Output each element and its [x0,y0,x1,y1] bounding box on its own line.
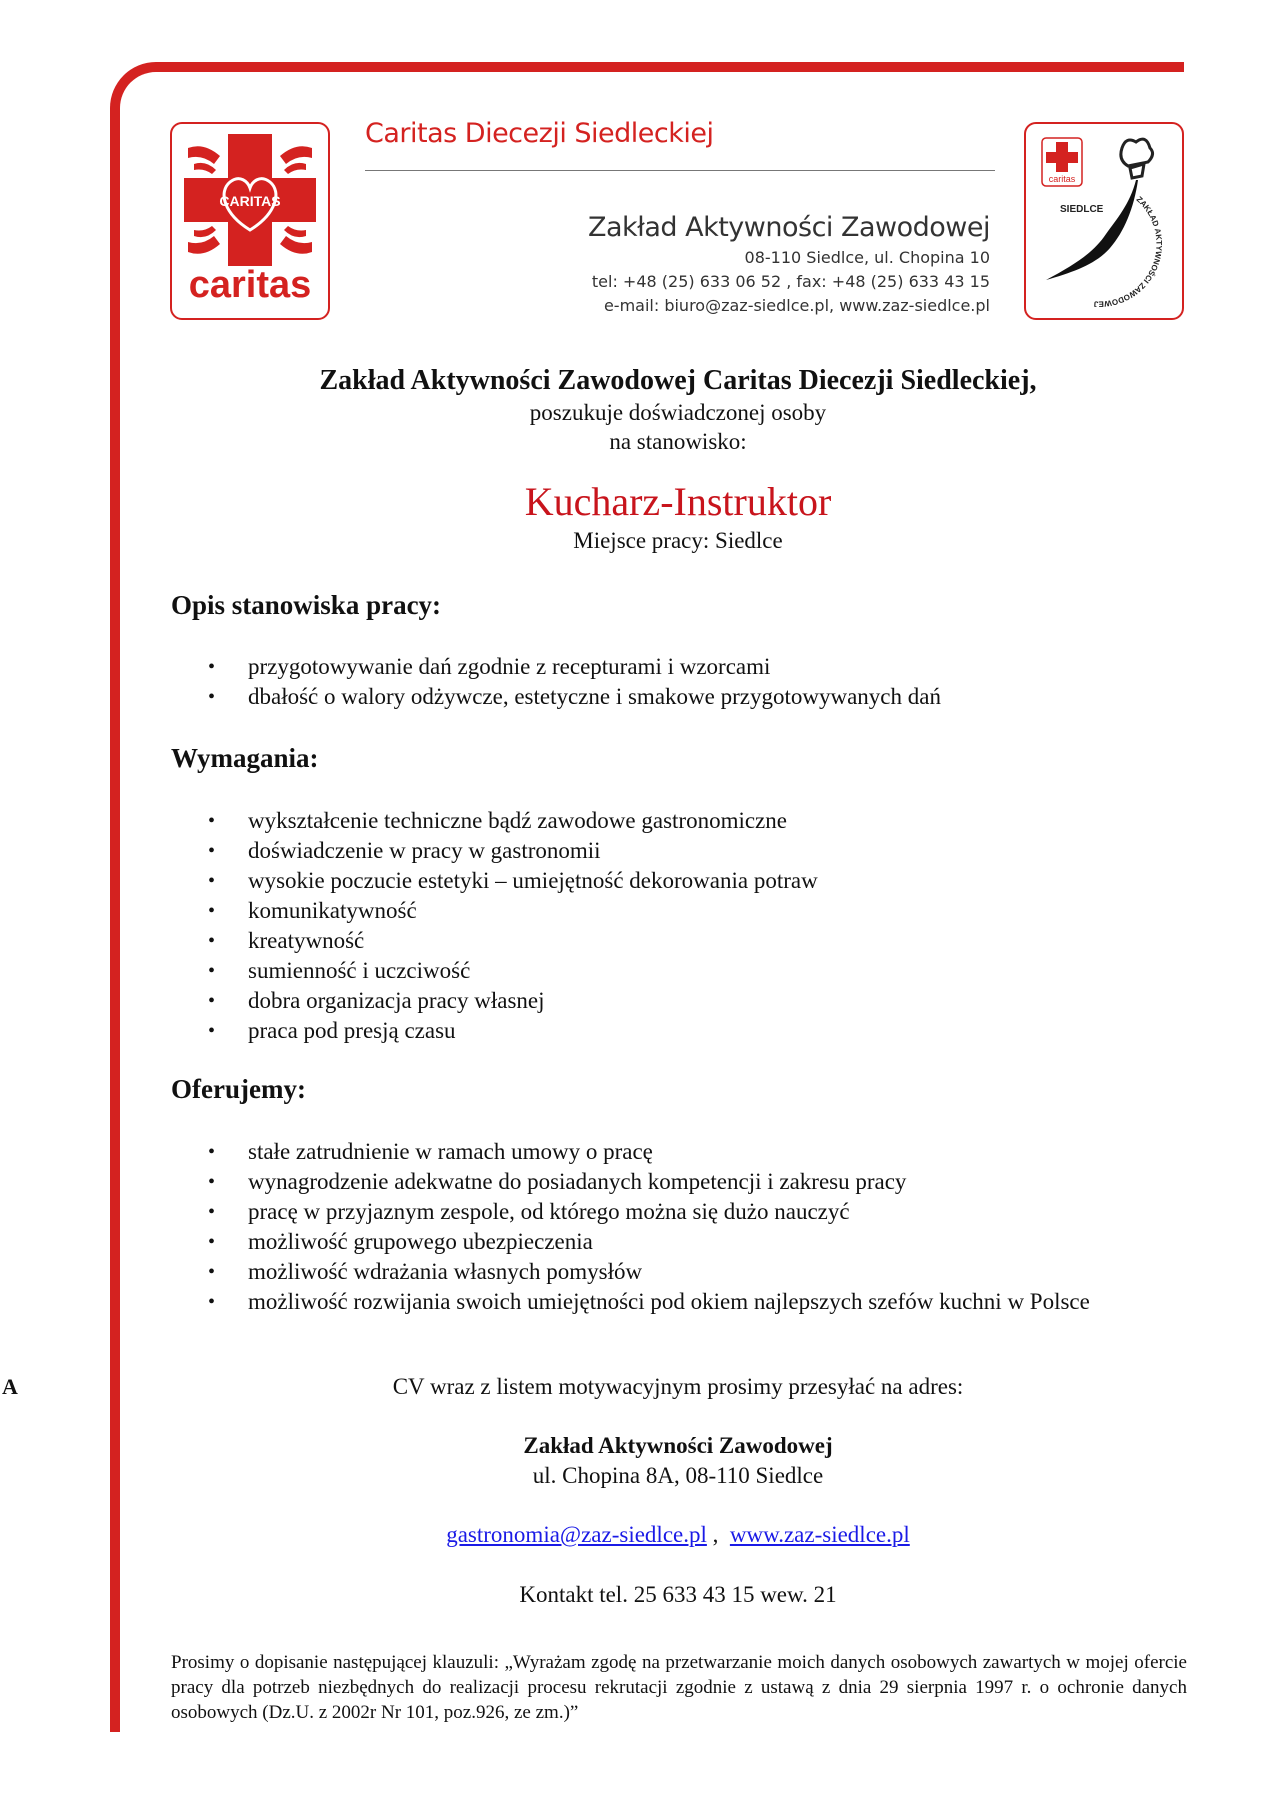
email-link[interactable]: gastronomia@zaz-siedlce.pl [446,1522,707,1547]
caritas-cross-icon [184,134,316,266]
contact-intro: CV wraz z listem motywacyjnym prosimy przesyłać na adres: [392,1374,964,1399]
list-item: • możliwość wdrażania własnych pomysłów [171,1257,1131,1287]
zaz-logo [1024,122,1184,320]
section-heading-requirements: Wymagania: [171,743,319,773]
chef-hat-icon [1026,124,1182,318]
job-title: Kucharz-Instruktor [524,479,832,524]
section-heading-description: Opis stanowiska pracy: [171,590,442,620]
org-phones: tel: +48 (25) 633 06 52 , fax: +48 (25) 633 43 15 [591,272,990,291]
list-item: • dobra organizacja pracy własnej [171,986,1131,1016]
side-letter: A [2,1374,18,1399]
list-item: • możliwość rozwijania swoich umiejętności pod okiem najlepszych szefów kuchni w Polsce [171,1287,1131,1317]
link-separator: , [712,1522,719,1547]
consent-clause: Prosimy o dopisanie następującej klauzuli: „Wyrażam zgodę na przetwarzanie moich danych osobowych zawartych w mojej ofercie pracy dla potrzeb niezbędnych do realizacji procesu rekrutacji zgodnie z ustawą z dnia 29 sierpnia 1997 r. o ochronie danych osobowych (Dz.U. z 2002r Nr 101, poz.926, ze zm.)” [171,1652,1187,1723]
list-item: • kreatywność [171,926,1131,956]
contact-links [120,1522,1236,1548]
zaz-small-word: caritas [1048,174,1076,184]
announcement-line-1: poszukuje doświadczonej osoby [529,400,827,425]
list-item: • wynagrodzenie adekwatne do posiadanych kompetencji i zakresu pracy [171,1167,1131,1197]
logo-word: caritas [188,264,312,306]
zaz-ring-text: ZAKŁAD AKTYWNOŚCI ZAWODOWEJ [1093,194,1164,309]
workplace: Miejsce pracy: Siedlce [573,528,783,553]
list-item: • wykształcenie techniczne bądź zawodowe gastronomiczne [171,806,1131,836]
section-heading-offer: Oferujemy: [171,1074,306,1104]
org-email-web: e-mail: biuro@zaz-siedlce.pl, www.zaz-siedlce.pl [603,296,990,315]
website-link[interactable]: www.zaz-siedlce.pl [729,1522,910,1547]
list-item: • wysokie poczucie estetyki – umiejętność dekorowania potraw [171,866,1131,896]
description-list [171,652,1131,712]
org-contact-block [588,210,990,318]
org-address: 08-110 Siedlce, ul. Chopina 10 [744,248,990,267]
announcement-line-2: na stanowisko: [609,429,747,454]
logo-cross-text: CARITAS [219,193,281,209]
org-name: Zakład Aktywności Zawodowej [588,212,990,243]
list-item: • przygotowywanie dań zgodnie z recepturami i wzorcami [171,652,1131,682]
list-item: • możliwość grupowego ubezpieczenia [171,1227,1131,1257]
list-item: • komunikatywność [171,896,1131,926]
header-divider [365,170,995,171]
list-item: • dbałość o walory odżywcze, estetyczne i smakowe przygotowywanych dań [171,682,1131,712]
red-frame-left [110,110,120,1732]
brand-name: Caritas Diecezji Siedleckiej [365,118,714,149]
contact-street: ul. Chopina 8A, 08-110 Siedlce [532,1463,824,1488]
contact-phone: Kontakt tel. 25 633 43 15 wew. 21 [519,1582,837,1607]
list-item: • stałe zatrudnienie w ramach umowy o pracę [171,1137,1131,1167]
zaz-city: SIEDLCE [1060,204,1104,215]
offer-list [171,1137,1131,1317]
contact-name: Zakład Aktywności Zawodowej [523,1433,833,1458]
caritas-logo [170,122,330,320]
list-item: • sumienność i uczciwość [171,956,1131,986]
red-frame-top [110,62,1184,114]
requirements-list [171,806,1131,1046]
list-item: • pracę w przyjaznym zespole, od którego można się dużo nauczyć [171,1197,1131,1227]
announcement-title: Zakład Aktywności Zawodowej Caritas Diecezji Siedleckiej, [319,365,1037,396]
list-item: • doświadczenie w pracy w gastronomii [171,836,1131,866]
list-item: • praca pod presją czasu [171,1016,1131,1046]
